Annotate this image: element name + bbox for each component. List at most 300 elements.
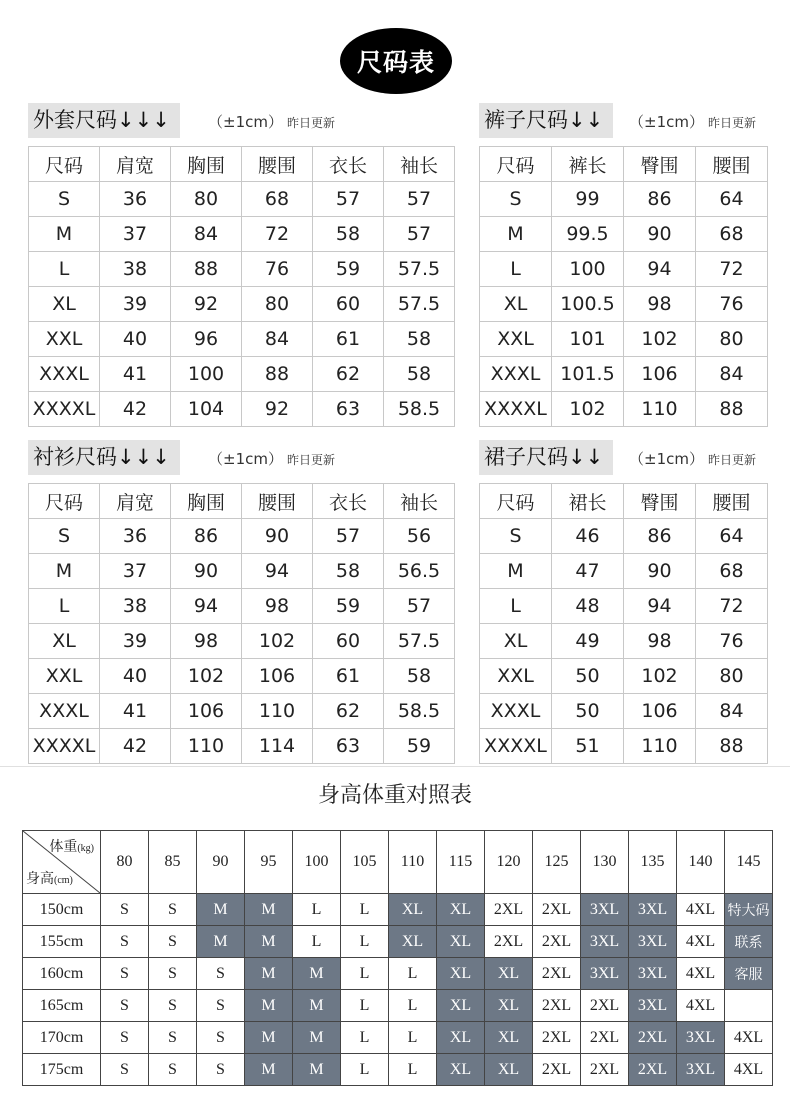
size-cell: M <box>293 1022 341 1054</box>
table-cell: 94 <box>171 589 242 624</box>
table-cell: 62 <box>313 357 384 392</box>
hw-row <box>23 926 773 958</box>
height-label: 身高 <box>26 872 54 887</box>
table-row <box>29 357 455 392</box>
table-cell: 94 <box>624 589 696 624</box>
size-cell: XL <box>437 958 485 990</box>
table-row <box>480 519 768 554</box>
table-cell: 38 <box>100 252 171 287</box>
size-cell: S <box>149 926 197 958</box>
pants-size-table <box>479 146 768 427</box>
size-cell: XL <box>389 926 437 958</box>
column-header: 臀围 <box>624 147 696 182</box>
plus-size-contact-note: 特大码 <box>725 894 773 926</box>
pants-size-label: 裤子尺码↓↓ <box>479 103 613 138</box>
hw-header-row <box>23 831 773 894</box>
weight-header-cell: 105 <box>341 831 389 894</box>
table-cell: 110 <box>171 729 242 764</box>
table-cell: 84 <box>242 322 313 357</box>
table-cell: 57.5 <box>384 624 455 659</box>
table-header-row <box>29 484 455 519</box>
table-cell: 48 <box>552 589 624 624</box>
size-cell: 3XL <box>629 958 677 990</box>
table-cell: 96 <box>171 322 242 357</box>
table-row <box>480 287 768 322</box>
table-cell: 51 <box>552 729 624 764</box>
tolerance-text: （±1cm） <box>629 113 704 131</box>
table-cell: 94 <box>242 554 313 589</box>
size-cell: XL <box>437 1022 485 1054</box>
column-header: 肩宽 <box>100 147 171 182</box>
table-cell: 58.5 <box>384 694 455 729</box>
size-cell: L <box>341 1054 389 1086</box>
table-cell: 39 <box>100 624 171 659</box>
weight-header-cell: 125 <box>533 831 581 894</box>
table-cell: XXXXL <box>480 729 552 764</box>
size-cell: 3XL <box>677 1054 725 1086</box>
size-cell: M <box>245 990 293 1022</box>
table-cell: S <box>29 182 100 217</box>
size-cell: 2XL <box>581 990 629 1022</box>
table-cell: 64 <box>696 519 768 554</box>
size-cell: L <box>389 990 437 1022</box>
size-cell: S <box>101 958 149 990</box>
size-cell: 2XL <box>581 1022 629 1054</box>
column-header: 腰围 <box>696 484 768 519</box>
table-cell: 110 <box>242 694 313 729</box>
table-cell: XXL <box>480 322 552 357</box>
table-cell: 57.5 <box>384 287 455 322</box>
size-cell: M <box>197 926 245 958</box>
table-cell: 104 <box>171 392 242 427</box>
size-cell: S <box>101 990 149 1022</box>
table-cell: 100 <box>171 357 242 392</box>
size-cell: 2XL <box>533 990 581 1022</box>
table-row <box>480 729 768 764</box>
table-cell: 106 <box>242 659 313 694</box>
size-cell: L <box>341 926 389 958</box>
column-header: 尺码 <box>29 484 100 519</box>
table-cell: 90 <box>242 519 313 554</box>
table-row <box>480 182 768 217</box>
table-cell: XXXXL <box>29 729 100 764</box>
table-cell: 72 <box>696 589 768 624</box>
size-cell: M <box>245 1022 293 1054</box>
hw-row <box>23 958 773 990</box>
column-header: 胸围 <box>171 147 242 182</box>
size-cell: M <box>293 1054 341 1086</box>
table-cell: XL <box>29 624 100 659</box>
table-cell: 58 <box>313 217 384 252</box>
table-cell: 72 <box>696 252 768 287</box>
weight-header-cell: 130 <box>581 831 629 894</box>
size-cell: XL <box>389 894 437 926</box>
size-cell: S <box>149 958 197 990</box>
size-cell: L <box>341 894 389 926</box>
table-row <box>29 217 455 252</box>
table-cell: 64 <box>696 182 768 217</box>
table-row <box>29 252 455 287</box>
table-row <box>480 357 768 392</box>
table-cell: 80 <box>696 322 768 357</box>
table-cell: S <box>480 182 552 217</box>
skirt-size-table <box>479 483 768 764</box>
weight-unit: (kg) <box>77 843 94 854</box>
size-cell: XL <box>437 926 485 958</box>
table-row <box>29 589 455 624</box>
table-row <box>29 659 455 694</box>
shirt-size-section <box>28 440 458 764</box>
size-cell: 3XL <box>581 926 629 958</box>
size-cell: L <box>341 958 389 990</box>
size-cell: XL <box>485 1054 533 1086</box>
table-cell: S <box>29 519 100 554</box>
table-cell: 76 <box>696 287 768 322</box>
size-cell: S <box>101 1054 149 1086</box>
table-cell: 58 <box>384 322 455 357</box>
table-cell: 72 <box>242 217 313 252</box>
size-cell: L <box>389 1054 437 1086</box>
table-cell: 110 <box>624 392 696 427</box>
size-cell: 2XL <box>533 958 581 990</box>
table-cell: L <box>480 252 552 287</box>
coat-tolerance-note <box>208 111 335 132</box>
table-cell: 110 <box>624 729 696 764</box>
coat-size-table <box>28 146 455 427</box>
weight-header-cell: 140 <box>677 831 725 894</box>
table-cell: 86 <box>171 519 242 554</box>
table-cell: 102 <box>171 659 242 694</box>
table-cell: 90 <box>624 554 696 589</box>
coat-size-label: 外套尺码↓↓↓ <box>28 103 180 138</box>
size-cell: 4XL <box>725 1022 773 1054</box>
table-cell: 90 <box>171 554 242 589</box>
shirt-tolerance-note <box>208 448 335 469</box>
size-cell: XL <box>485 958 533 990</box>
hw-corner-cell <box>23 831 101 894</box>
size-cell: S <box>149 1022 197 1054</box>
table-cell: 88 <box>696 392 768 427</box>
plus-size-contact-note: 联系 <box>725 926 773 958</box>
size-cell: XL <box>437 1054 485 1086</box>
weight-header-cell: 90 <box>197 831 245 894</box>
table-row <box>480 217 768 252</box>
table-cell: 68 <box>696 554 768 589</box>
weight-header-cell: 95 <box>245 831 293 894</box>
size-cell: XL <box>437 990 485 1022</box>
weight-axis-label <box>49 836 94 856</box>
column-header: 尺码 <box>480 484 552 519</box>
table-cell: 92 <box>171 287 242 322</box>
size-cell: S <box>149 1054 197 1086</box>
size-cell: 2XL <box>533 894 581 926</box>
table-cell: 36 <box>100 519 171 554</box>
table-cell: 59 <box>313 252 384 287</box>
table-cell: 57 <box>384 589 455 624</box>
size-cell <box>725 990 773 1022</box>
height-cell: 170cm <box>23 1022 101 1054</box>
plus-size-contact-note: 客服 <box>725 958 773 990</box>
table-cell: XXL <box>480 659 552 694</box>
page-title: 尺码表 <box>340 28 452 94</box>
size-cell: M <box>245 958 293 990</box>
size-cell: 4XL <box>677 958 725 990</box>
height-axis-label <box>26 868 73 888</box>
table-row <box>29 554 455 589</box>
table-cell: 88 <box>696 729 768 764</box>
table-cell: 102 <box>242 624 313 659</box>
height-unit: (cm) <box>54 875 73 886</box>
table-row <box>480 624 768 659</box>
table-cell: 80 <box>242 287 313 322</box>
size-cell: XL <box>485 990 533 1022</box>
size-cell: M <box>197 894 245 926</box>
column-header: 袖长 <box>384 484 455 519</box>
weight-header-cell: 145 <box>725 831 773 894</box>
table-cell: 39 <box>100 287 171 322</box>
table-cell: M <box>29 554 100 589</box>
size-cell: 2XL <box>533 1054 581 1086</box>
column-header: 裤长 <box>552 147 624 182</box>
size-cell: M <box>245 1054 293 1086</box>
column-header: 尺码 <box>480 147 552 182</box>
table-cell: XXXXL <box>29 392 100 427</box>
size-cell: 2XL <box>581 1054 629 1086</box>
table-row <box>29 392 455 427</box>
table-cell: 41 <box>100 357 171 392</box>
tolerance-text: （±1cm） <box>629 450 704 468</box>
table-cell: 46 <box>552 519 624 554</box>
table-cell: 98 <box>624 624 696 659</box>
table-cell: 63 <box>313 729 384 764</box>
table-row <box>480 392 768 427</box>
column-header: 尺码 <box>29 147 100 182</box>
table-row <box>480 554 768 589</box>
table-cell: 37 <box>100 554 171 589</box>
table-cell: 80 <box>696 659 768 694</box>
column-header: 袖长 <box>384 147 455 182</box>
column-header: 腰围 <box>242 484 313 519</box>
column-header: 腰围 <box>696 147 768 182</box>
shirt-size-label: 衬衫尺码↓↓↓ <box>28 440 180 475</box>
table-cell: 37 <box>100 217 171 252</box>
size-cell: 3XL <box>629 926 677 958</box>
table-cell: 68 <box>696 217 768 252</box>
table-cell: XXL <box>29 659 100 694</box>
size-cell: S <box>197 1054 245 1086</box>
column-header: 裙长 <box>552 484 624 519</box>
table-cell: 60 <box>313 287 384 322</box>
table-cell: 57 <box>313 519 384 554</box>
table-cell: 56.5 <box>384 554 455 589</box>
table-cell: XXXL <box>29 357 100 392</box>
table-cell: 58 <box>384 659 455 694</box>
size-cell: XL <box>437 894 485 926</box>
table-cell: 57 <box>313 182 384 217</box>
table-header-row <box>480 147 768 182</box>
table-cell: 76 <box>242 252 313 287</box>
table-cell: M <box>480 217 552 252</box>
table-cell: 88 <box>242 357 313 392</box>
table-cell: 100 <box>552 252 624 287</box>
size-cell: L <box>389 958 437 990</box>
size-cell: S <box>101 1022 149 1054</box>
table-cell: 102 <box>624 659 696 694</box>
size-cell: S <box>197 1022 245 1054</box>
column-header: 腰围 <box>242 147 313 182</box>
height-cell: 175cm <box>23 1054 101 1086</box>
pants-tolerance-note <box>629 111 756 132</box>
size-cell: 2XL <box>533 1022 581 1054</box>
table-row <box>29 322 455 357</box>
height-cell: 150cm <box>23 894 101 926</box>
table-cell: M <box>480 554 552 589</box>
table-row <box>480 659 768 694</box>
table-cell: 68 <box>242 182 313 217</box>
table-cell: 62 <box>313 694 384 729</box>
size-cell: 2XL <box>629 1054 677 1086</box>
table-cell: 106 <box>624 694 696 729</box>
table-cell: S <box>480 519 552 554</box>
coat-size-section <box>28 103 458 427</box>
table-row <box>29 729 455 764</box>
table-cell: 84 <box>696 694 768 729</box>
table-cell: 58 <box>384 357 455 392</box>
table-cell: 59 <box>384 729 455 764</box>
table-cell: XXXL <box>480 694 552 729</box>
table-cell: 98 <box>242 589 313 624</box>
table-cell: 50 <box>552 694 624 729</box>
skirt-size-section <box>479 440 769 764</box>
tolerance-text: （±1cm） <box>208 113 283 131</box>
table-row <box>29 287 455 322</box>
size-cell: S <box>149 990 197 1022</box>
table-cell: 57 <box>384 182 455 217</box>
shirt-size-table <box>28 483 455 764</box>
skirt-size-label: 裙子尺码↓↓ <box>479 440 613 475</box>
pants-size-section <box>479 103 769 427</box>
table-header-row <box>29 147 455 182</box>
table-cell: 86 <box>624 519 696 554</box>
size-cell: S <box>197 990 245 1022</box>
table-cell: 42 <box>100 392 171 427</box>
table-row <box>480 322 768 357</box>
table-cell: XL <box>29 287 100 322</box>
weight-header-cell: 80 <box>101 831 149 894</box>
table-cell: 60 <box>313 624 384 659</box>
weight-label: 体重 <box>49 840 78 855</box>
table-cell: XL <box>480 624 552 659</box>
size-cell: L <box>341 1022 389 1054</box>
table-cell: 101.5 <box>552 357 624 392</box>
size-cell: 4XL <box>677 926 725 958</box>
size-cell: S <box>197 958 245 990</box>
column-header: 臀围 <box>624 484 696 519</box>
table-row <box>480 589 768 624</box>
size-cell: S <box>101 894 149 926</box>
table-cell: 88 <box>171 252 242 287</box>
size-cell: 2XL <box>629 1022 677 1054</box>
table-cell: 99 <box>552 182 624 217</box>
table-row <box>29 624 455 659</box>
table-cell: 42 <box>100 729 171 764</box>
table-cell: L <box>480 589 552 624</box>
weight-header-cell: 100 <box>293 831 341 894</box>
height-cell: 160cm <box>23 958 101 990</box>
size-cell: L <box>389 1022 437 1054</box>
height-weight-title: 身高体重对照表 <box>317 783 472 808</box>
size-cell: XL <box>485 1022 533 1054</box>
updated-text: 昨日更新 <box>286 453 335 467</box>
size-cell: S <box>149 894 197 926</box>
weight-header-cell: 115 <box>437 831 485 894</box>
size-cell: 3XL <box>581 894 629 926</box>
size-cell: 2XL <box>485 926 533 958</box>
height-weight-table <box>22 830 773 1086</box>
table-row <box>480 694 768 729</box>
table-cell: 90 <box>624 217 696 252</box>
size-cell: 3XL <box>581 958 629 990</box>
table-cell: 38 <box>100 589 171 624</box>
height-cell: 155cm <box>23 926 101 958</box>
size-cell: 3XL <box>629 990 677 1022</box>
table-cell: 106 <box>171 694 242 729</box>
table-cell: 61 <box>313 322 384 357</box>
hw-row <box>23 1054 773 1086</box>
table-cell: 63 <box>313 392 384 427</box>
table-row <box>29 694 455 729</box>
weight-header-cell: 85 <box>149 831 197 894</box>
table-cell: 84 <box>696 357 768 392</box>
size-cell: 4XL <box>677 990 725 1022</box>
table-cell: 100.5 <box>552 287 624 322</box>
table-cell: 102 <box>624 322 696 357</box>
table-cell: XXXL <box>29 694 100 729</box>
table-cell: 80 <box>171 182 242 217</box>
size-cell: M <box>293 990 341 1022</box>
updated-text: 昨日更新 <box>707 453 756 467</box>
weight-header-cell: 110 <box>389 831 437 894</box>
table-cell: 76 <box>696 624 768 659</box>
table-cell: 102 <box>552 392 624 427</box>
skirt-tolerance-note <box>629 448 756 469</box>
size-cell: 3XL <box>677 1022 725 1054</box>
column-header: 衣长 <box>313 147 384 182</box>
height-cell: 165cm <box>23 990 101 1022</box>
size-cell: S <box>101 926 149 958</box>
column-header: 肩宽 <box>100 484 171 519</box>
hw-row <box>23 990 773 1022</box>
table-cell: 56 <box>384 519 455 554</box>
table-cell: 99.5 <box>552 217 624 252</box>
size-cell: L <box>341 990 389 1022</box>
table-cell: M <box>29 217 100 252</box>
size-cell: M <box>245 926 293 958</box>
table-cell: 84 <box>171 217 242 252</box>
table-cell: 94 <box>624 252 696 287</box>
weight-header-cell: 120 <box>485 831 533 894</box>
table-cell: 49 <box>552 624 624 659</box>
table-cell: 98 <box>171 624 242 659</box>
size-cell: 4XL <box>677 894 725 926</box>
table-cell: 101 <box>552 322 624 357</box>
table-cell: 40 <box>100 322 171 357</box>
updated-text: 昨日更新 <box>286 116 335 130</box>
table-cell: L <box>29 589 100 624</box>
section-divider <box>0 766 790 767</box>
weight-header-cell: 135 <box>629 831 677 894</box>
table-cell: 98 <box>624 287 696 322</box>
